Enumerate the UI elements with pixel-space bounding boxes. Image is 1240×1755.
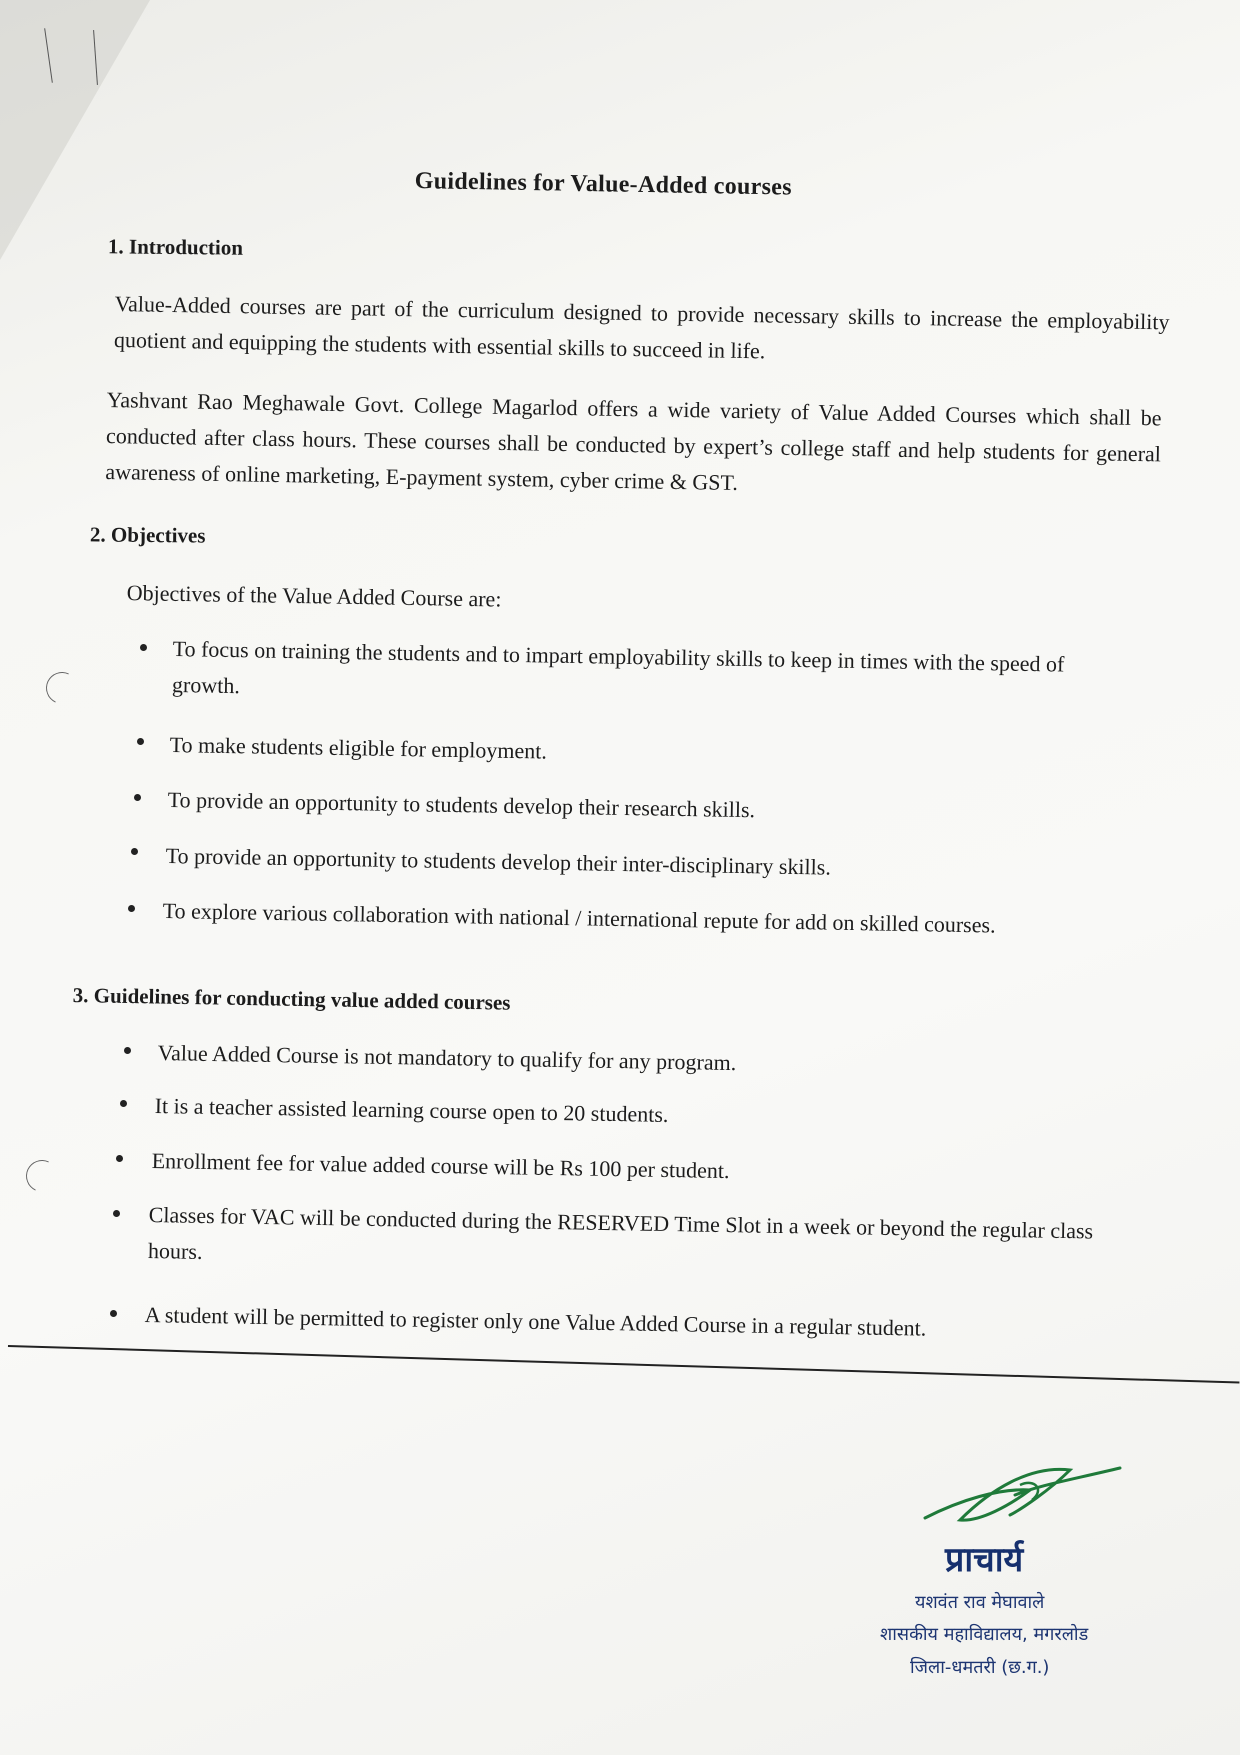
list-item: To make students eligible for employment.: [169, 731, 548, 764]
stamp-line-1: यशवंत राव मेघावाले: [915, 1592, 1045, 1613]
bullet-icon: [116, 1155, 123, 1162]
list-item: To focus on training the students and to impart employability skills to keep in times with the speed of growth.: [171, 635, 1065, 699]
introduction-paragraph-2: Yashvant Rao Meghawale Govt. College Magarlod offers a wide variety of Value Added Courses which shall be conducted after class hours. These courses shall be conducted by expert’s college staff and help students for general awareness of online marketing, E-payment system, cyber crime & GST.: [105, 386, 1162, 496]
stamp-title: प्राचार्य: [945, 1540, 1024, 1580]
punch-hole-mark: [41, 667, 82, 708]
bullet-icon: [128, 905, 135, 912]
list-item: To provide an opportunity to students develop their research skills.: [167, 786, 756, 823]
section-heading-objectives: 2. Objectives: [89, 522, 206, 548]
section-heading-guidelines: 3. Guidelines for conducting value added courses: [72, 983, 511, 1015]
bullet-icon: [124, 1047, 131, 1054]
objectives-intro: Objectives of the Value Added Course are:: [126, 580, 502, 612]
list-item: Value Added Course is not mandatory to qualify for any program.: [157, 1039, 737, 1076]
horizontal-rule: [8, 1345, 1240, 1384]
bullet-icon: [131, 848, 138, 855]
bullet-icon: [113, 1210, 120, 1217]
section-heading-introduction: 1. Introduction: [107, 234, 244, 260]
document-title: Guidelines for Value-Added courses: [414, 168, 793, 201]
bullet-icon: [110, 1310, 117, 1317]
bullet-icon: [134, 794, 141, 801]
list-item: To explore various collaboration with national / international repute for add on skilled courses.: [162, 897, 996, 938]
list-item: To provide an opportunity to students develop their inter-disciplinary skills.: [165, 842, 832, 880]
list-item: It is a teacher assisted learning course open to 20 students.: [154, 1092, 669, 1127]
list-item: Enrollment fee for value added course will be Rs 100 per student.: [151, 1147, 730, 1184]
list-item: A student will be permitted to register only one Value Added Course in a regular student.: [144, 1301, 927, 1341]
bullet-icon: [140, 644, 147, 651]
bullet-icon: [120, 1100, 127, 1107]
page-corner-shadow: [0, 0, 150, 260]
bullet-icon: [137, 738, 144, 745]
signature-icon: [920, 1460, 1130, 1540]
stamp-line-3: जिला-धमतरी (छ.ग.): [910, 1657, 1050, 1678]
list-item: Classes for VAC will be conducted during the RESERVED Time Slot in a week or beyond the regular class hours.: [147, 1201, 1094, 1264]
stamp-line-2: शासकीय महाविद्यालय, मगरलोड: [880, 1624, 1089, 1645]
introduction-paragraph-1: Value-Added courses are part of the curriculum designed to provide necessary skills to increase the employability quotient and equipping the students with essential skills to succeed in life.: [113, 290, 1170, 364]
punch-hole-mark: [21, 1155, 62, 1196]
